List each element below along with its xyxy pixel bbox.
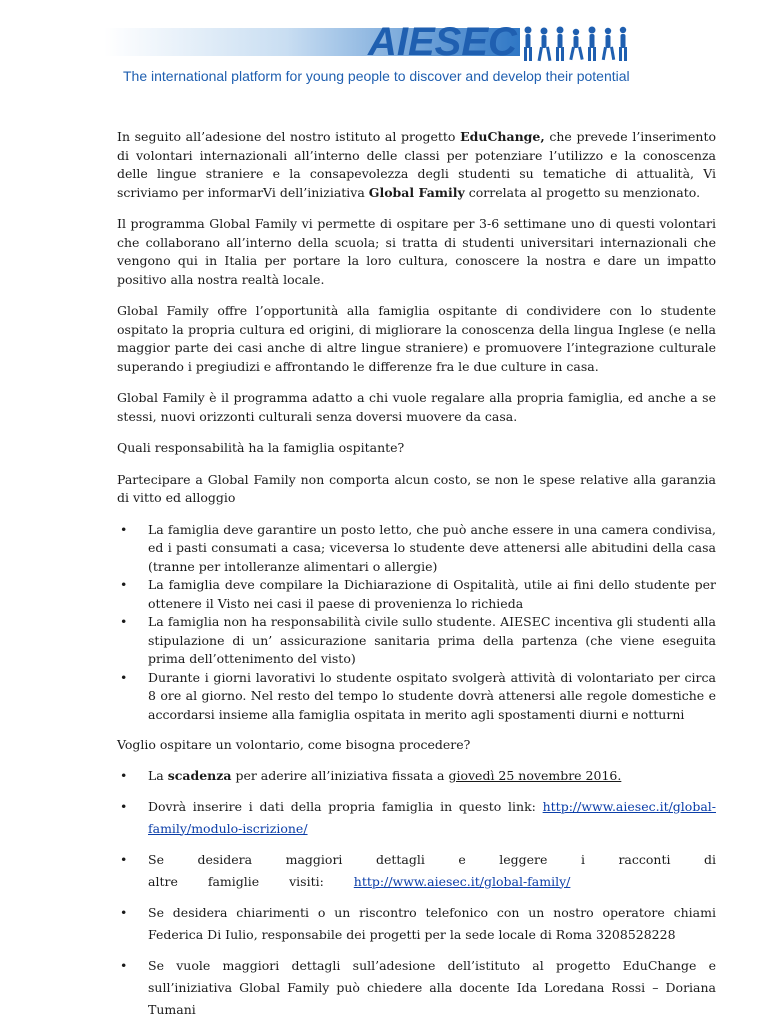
bullet-icon: • — [120, 957, 128, 973]
list-item-text: La famiglia non ha responsabilità civile sullo studente. AIESEC incentiva gli studenti alla stipulazione di un’ assicurazione sanitaria prima della partenza (che viene eseguita prima dell’ottenimento del visto) — [148, 614, 716, 666]
list-item-text: Se desidera chiarimenti o un riscontro telefonico con un nostro operatore chiami Federica Di Iulio, responsabile dei progetti per la sede locale di Roma 3208528228 — [148, 904, 716, 942]
list-item — [120, 521, 716, 577]
program-paragraph: Il programma Global Family vi permette di ospitare per 3-6 settimane uno di questi volontari che collaborano all’interno della scuola; si tratta di studenti universitari internazionali che vengono qui in Italia per portare la loro cultura, conoscere la nostra e dare un impatto positivo alla nostra realtà locale. — [117, 216, 716, 287]
bullet-icon: • — [120, 577, 128, 592]
list-item-deadline — [120, 765, 716, 787]
bullet-icon: • — [120, 798, 128, 814]
registration-link[interactable]: http://www.aiesec.it/global-family/modulo-iscrizione/ — [148, 798, 716, 836]
bullet-icon: • — [120, 614, 128, 629]
list-item-contact — [120, 902, 716, 946]
global-family-term: Global Family — [368, 184, 465, 200]
bullet-icon: • — [120, 851, 128, 867]
responsibility-list — [117, 521, 716, 725]
list-item-text: La famiglia deve garantire un posto letto, che può anche essere in una camera condivisa, ed i pasti consumati a casa; viceversa lo studente deve attenersi alle abitudini della casa (tranne per intolleranze alimentari o allergie) — [148, 521, 716, 574]
bullet-icon: • — [120, 767, 128, 783]
letterhead — [0, 0, 768, 90]
list-item-text: Durante i giorni lavorativi lo studente ospitato svolgerà attività di volontariato per circa 8 ore al giorno. Nel resto del tempo lo studente dovrà attenersi alle regole domestiche e accordarsi insieme alla famiglia ospitata in merito agli spostamenti diurni e notturni — [148, 669, 716, 722]
cost-paragraph: Partecipare a Global Family non comporta alcun costo, se non le spese relative alla garanzia di vitto ed alloggio — [117, 471, 716, 505]
people-figures-icon — [520, 24, 630, 64]
text: per aderire all’iniziativa fissata a — [231, 767, 449, 783]
letter-body — [117, 128, 716, 1033]
deadline-term: scadenza — [167, 767, 232, 783]
procedure-list — [117, 765, 716, 1021]
list-item-stories — [120, 849, 716, 893]
list-item — [120, 613, 716, 669]
educhange-term: EduChange, — [460, 129, 545, 144]
bullet-icon: • — [120, 904, 128, 920]
bullet-icon: • — [120, 521, 128, 537]
list-item — [120, 576, 716, 613]
global-family-link[interactable]: http://www.aiesec.it/global-family/ — [353, 873, 571, 889]
procedure-question: Voglio ospitare un volontario, come bisogna procedere? — [117, 737, 471, 752]
text: Dovrà inserire i dati della propria famiglia in questo link: — [148, 798, 543, 814]
list-item-text: Se vuole maggiori dettagli sull’adesione dell’istituto al progetto EduChange e sull’iniziativa Global Family può chiedere alla docente Ida Loredana Rossi – Doriana Tumani — [148, 957, 716, 1017]
bullet-icon: • — [120, 669, 128, 685]
text: Se desidera maggiori dettagli e leggere i racconti di altre famiglie visiti: — [148, 851, 716, 889]
responsibility-question: Quali responsabilità ha la famiglia ospitante? — [117, 440, 405, 455]
list-item-text: La famiglia deve compilare la Dichiarazione di Ospitalità, utile ai fini dello studente per ottenere il Visto nei casi il paese di provenienza lo richieda — [148, 577, 716, 611]
opportunity-paragraph: Global Family offre l’opportunità alla famiglia ospitante di condividere con lo studente ospitato la propria cultura ed origini, di migliorare la conoscenza della lingua Inglese (e nella maggior parte dei casi anche di altre lingue straniere) e promuovere l’integrazione culturale superando i pregiudizi e affrontando le differenze fra le due culture in casa. — [117, 303, 716, 374]
aiesec-logo: AIESEC — [368, 20, 517, 64]
text: correlata al progetto su menzionato. — [464, 184, 701, 200]
tagline: The international platform for young people to discover and develop their potential — [123, 68, 630, 84]
list-item-registration — [120, 796, 716, 840]
text: che prevede l’inserimento di volontari internazionali all’interno delle classi per potenziare l’utilizzo e la conoscenza delle lingue straniere e la consapevolezza degli studenti su tematiche di attualità, Vi scriviamo per informarVi dell’iniziativa — [117, 129, 716, 200]
list-item — [120, 669, 716, 725]
text: In seguito all’adesione del nostro istituto al progetto — [117, 129, 461, 144]
intro-paragraph — [117, 128, 716, 202]
text: La — [148, 767, 168, 783]
suitability-paragraph: Global Family è il programma adatto a chi vuole regalare alla propria famiglia, ed anche a se stessi, nuovi orizzonti culturali senza doversi muovere da casa. — [117, 390, 716, 424]
deadline-date: giovedì 25 novembre 2016. — [448, 767, 622, 783]
list-item-teacher — [120, 955, 716, 1021]
